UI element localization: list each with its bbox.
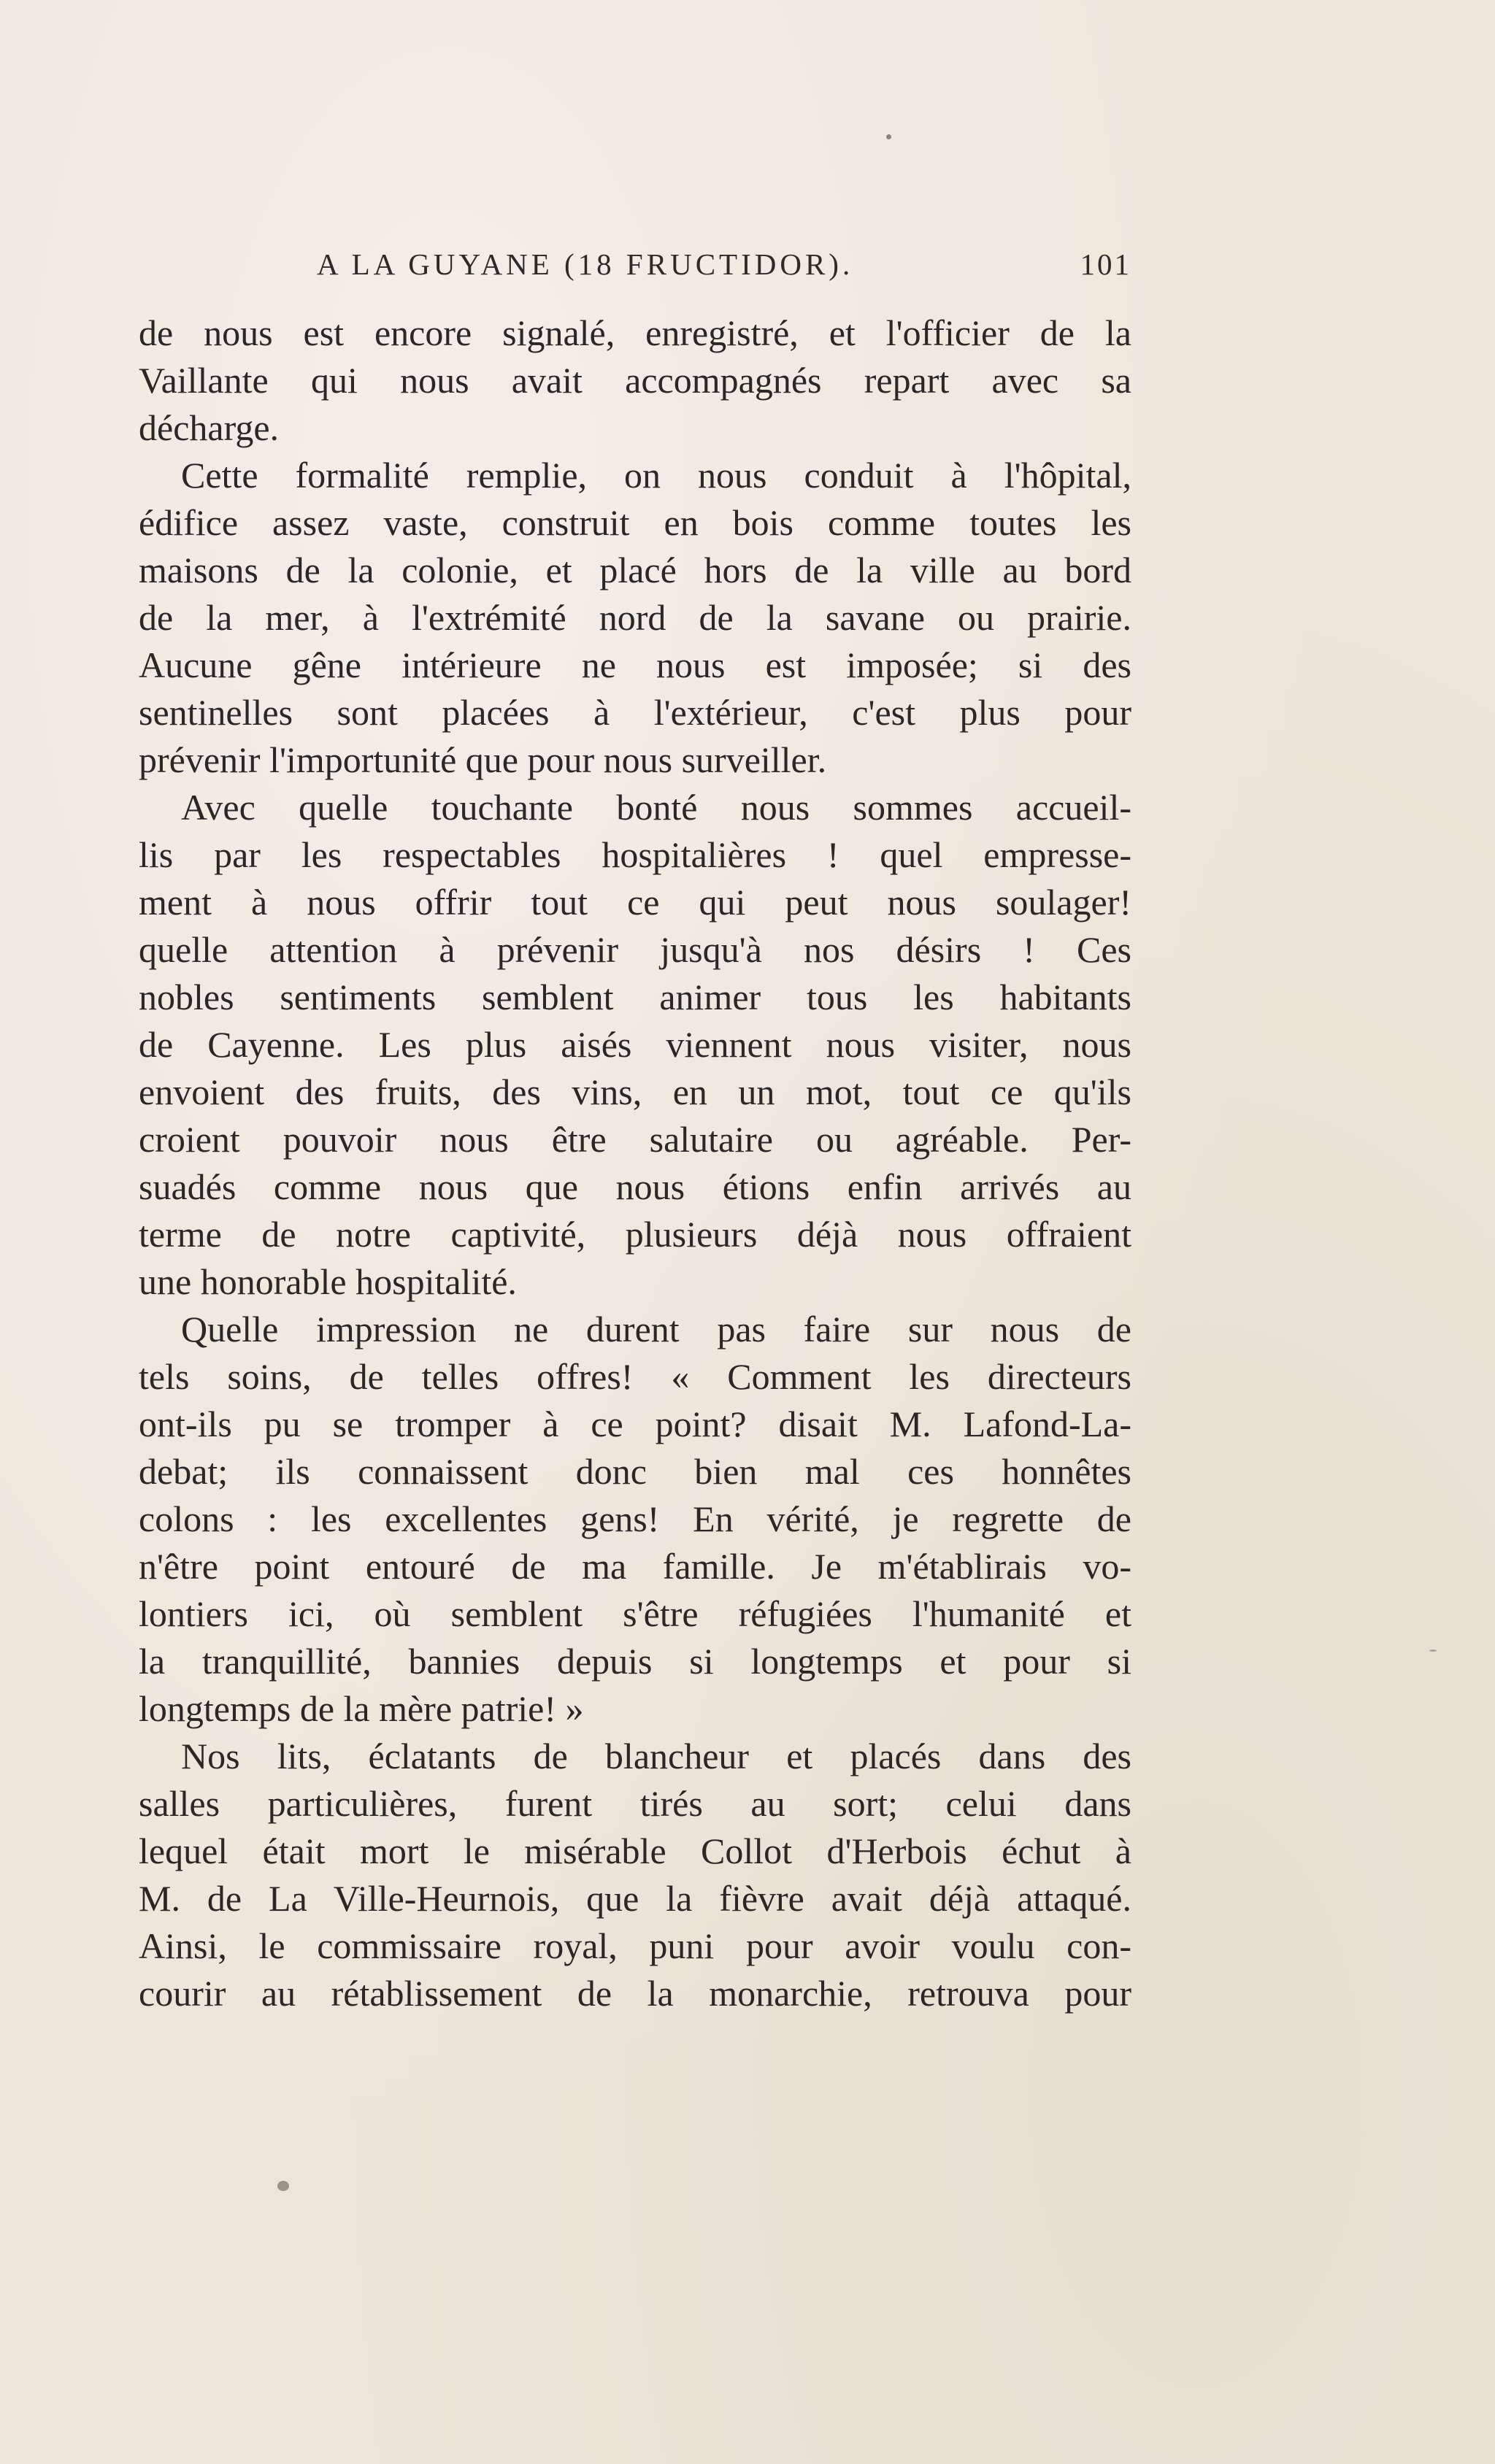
- text-line: Aucune gêne intérieure ne nous est imposée; si des: [139, 644, 1131, 685]
- text-line: Vaillante qui nous avait accompagnés repart avec sa: [139, 360, 1131, 401]
- text-line: suadés comme nous que nous étions enfin arrivés au: [139, 1166, 1131, 1207]
- text-line: nobles sentiments semblent animer tous les habitants: [139, 977, 1131, 1017]
- text-line: lequel était mort le misérable Collot d'Herbois échut à: [139, 1830, 1131, 1871]
- text-line: de nous est encore signalé, enregistré, et l'officier de la: [139, 312, 1131, 353]
- text-line: courir au rétablissement de la monarchie, retrouva pour: [139, 1973, 1131, 2014]
- text-line: Cette formalité remplie, on nous conduit à l'hôpital,: [181, 455, 1131, 496]
- text-line: envoient des fruits, des vins, en un mot, tout ce qu'ils: [139, 1071, 1131, 1112]
- text-line: une honorable hospitalité.: [139, 1261, 517, 1302]
- text-line: debat; ils connaissent donc bien mal ces honnêtes: [139, 1451, 1131, 1492]
- running-title: A LA GUYANE (18 FRUCTIDOR).: [317, 247, 854, 281]
- text-line: Quelle impression ne durent pas faire sur nous de: [181, 1309, 1131, 1350]
- text-line: Avec quelle touchante bonté nous sommes accueil-: [181, 787, 1131, 828]
- text-line: décharge.: [139, 407, 280, 448]
- text-line: ont-ils pu se tromper à ce point? disait M. Lafond-La-: [139, 1404, 1131, 1444]
- text-line: édifice assez vaste, construit en bois comme toutes les: [139, 502, 1131, 543]
- text-line: longtemps de la mère patrie! »: [139, 1688, 584, 1729]
- text-line: de la mer, à l'extrémité nord de la savane ou prairie.: [139, 597, 1131, 638]
- paper-speck: [1429, 1649, 1437, 1652]
- body-text: [139, 309, 1131, 2017]
- text-line: lis par les respectables hospitalières ! quel empresse-: [139, 834, 1131, 875]
- text-line: de Cayenne. Les plus aisés viennent nous visiter, nous: [139, 1024, 1131, 1065]
- text-line: terme de notre captivité, plusieurs déjà nous offraient: [139, 1214, 1131, 1255]
- text-line: colons : les excellentes gens! En vérité, je regrette de: [139, 1498, 1131, 1539]
- text-line: salles particulières, furent tirés au sort; celui dans: [139, 1783, 1131, 1824]
- text-line: n'être point entouré de ma famille. Je m'établirais vo-: [139, 1546, 1131, 1587]
- text-line: M. de La Ville-Heurnois, que la fièvre avait déjà attaqué.: [139, 1878, 1131, 1919]
- text-line: Ainsi, le commissaire royal, puni pour avoir voulu con-: [139, 1925, 1131, 1966]
- paper-speck: [886, 134, 891, 139]
- text-line: lontiers ici, où semblent s'être réfugiées l'humanité et: [139, 1593, 1131, 1634]
- text-line: quelle attention à prévenir jusqu'à nos désirs ! Ces: [139, 929, 1131, 970]
- text-line: sentinelles sont placées à l'extérieur, c'est plus pour: [139, 692, 1131, 733]
- text-line: ment à nous offrir tout ce qui peut nous soulager!: [139, 882, 1131, 923]
- text-line: maisons de la colonie, et placé hors de la ville au bord: [139, 550, 1131, 590]
- text-line: Nos lits, éclatants de blancheur et placés dans des: [181, 1736, 1131, 1776]
- text-line: la tranquillité, bannies depuis si longtemps et pour si: [139, 1641, 1131, 1682]
- text-line: croient pouvoir nous être salutaire ou agréable. Per-: [139, 1119, 1131, 1160]
- running-head: [139, 247, 1131, 290]
- text-line: tels soins, de telles offres! « Comment les directeurs: [139, 1356, 1131, 1397]
- paper-speck: [277, 2181, 289, 2191]
- text-line: prévenir l'importunité que pour nous surveiller.: [139, 739, 827, 780]
- page-number: 101: [1080, 247, 1131, 281]
